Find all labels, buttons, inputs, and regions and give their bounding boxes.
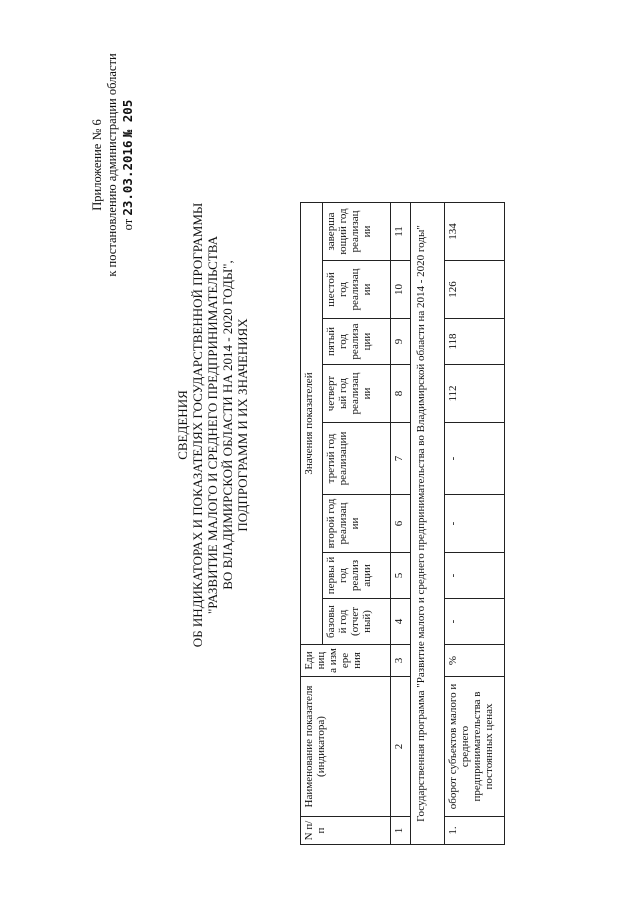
row-value: - (445, 423, 505, 495)
title-line-3: "РАЗВИТИЕ МАЛОГО И СРЕДНЕГО ПРЕДПРИНИМАТЕЛЬСТВА (205, 235, 220, 615)
col-number: 8 (391, 365, 411, 423)
col-number: 9 (391, 319, 411, 365)
col-number: 1 (391, 817, 411, 845)
header-row-1 (301, 203, 323, 845)
header-year-base: базовы й год (отчет ный) (323, 599, 391, 645)
col-number: 10 (391, 261, 411, 319)
document-title (175, 145, 250, 705)
row-value: 134 (445, 203, 505, 261)
row-value: 126 (445, 261, 505, 319)
header-year-4: четверт ый год реализац ии (323, 365, 391, 423)
title-line-4: ВО ВЛАДИМИРСКОЙ ОБЛАСТИ НА 2014 - 2020 ГОДЫ", (220, 260, 235, 590)
col-number: 3 (391, 645, 411, 677)
header-year-2: второй год реализац ии (323, 495, 391, 553)
header-year-6: шестой год реализац ии (323, 261, 391, 319)
title-line-5: ПОДПРОГРАММ И ИХ ЗНАЧЕНИЯХ (235, 318, 250, 532)
title-line-2: ОБ ИНДИКАТОРАХ И ПОКАЗАТЕЛЯХ ГОСУДАРСТВЕННОЙ ПРОГРАММЫ (190, 202, 205, 648)
col-number: 2 (391, 677, 411, 817)
header-year-5: пятый год реализа ции (323, 319, 391, 365)
decree-label: к постановлению администрации области (105, 53, 119, 277)
decree-date-line (120, 45, 136, 285)
header-year-1: первы й год реализ ации (323, 553, 391, 599)
row-value: - (445, 495, 505, 553)
approval-block (90, 45, 136, 285)
row-unit: % (445, 645, 505, 677)
header-num: N п/п (301, 817, 391, 845)
row-value: 112 (445, 365, 505, 423)
appendix-label: Приложение № 6 (90, 119, 104, 211)
decree-number: № 205 (120, 99, 135, 138)
row-value: - (445, 599, 505, 645)
from-label: от (121, 218, 135, 231)
row-value: - (445, 553, 505, 599)
decree-date: 23.03.2016 (120, 140, 135, 216)
col-number: 6 (391, 495, 411, 553)
indicators-table (300, 202, 505, 845)
header-unit: Еди ниц а изм ере ния (301, 645, 391, 677)
col-number: 11 (391, 203, 411, 261)
program-title: Государственная программа "Развитие малого и среднего предпринимательства во Владимирской области на 2014 - 2020 годы" (411, 203, 445, 845)
header-values: Значения показателей (301, 203, 323, 645)
header-name: Наименование показателя (индикатора) (301, 677, 391, 817)
col-number: 7 (391, 423, 411, 495)
col-number: 4 (391, 599, 411, 645)
table-row (445, 203, 505, 845)
row-value: 118 (445, 319, 505, 365)
title-line-1: СВЕДЕНИЯ (175, 390, 190, 460)
header-year-3: третий год реализации (323, 423, 391, 495)
row-name: оборот субъектов малого и среднего предпринимательства в постоянных ценах (445, 677, 505, 817)
program-row (411, 203, 445, 845)
header-year-final: заверша ющий год реализац ии (323, 203, 391, 261)
column-numbers-row (391, 203, 411, 845)
col-number: 5 (391, 553, 411, 599)
row-num: 1. (445, 817, 505, 845)
